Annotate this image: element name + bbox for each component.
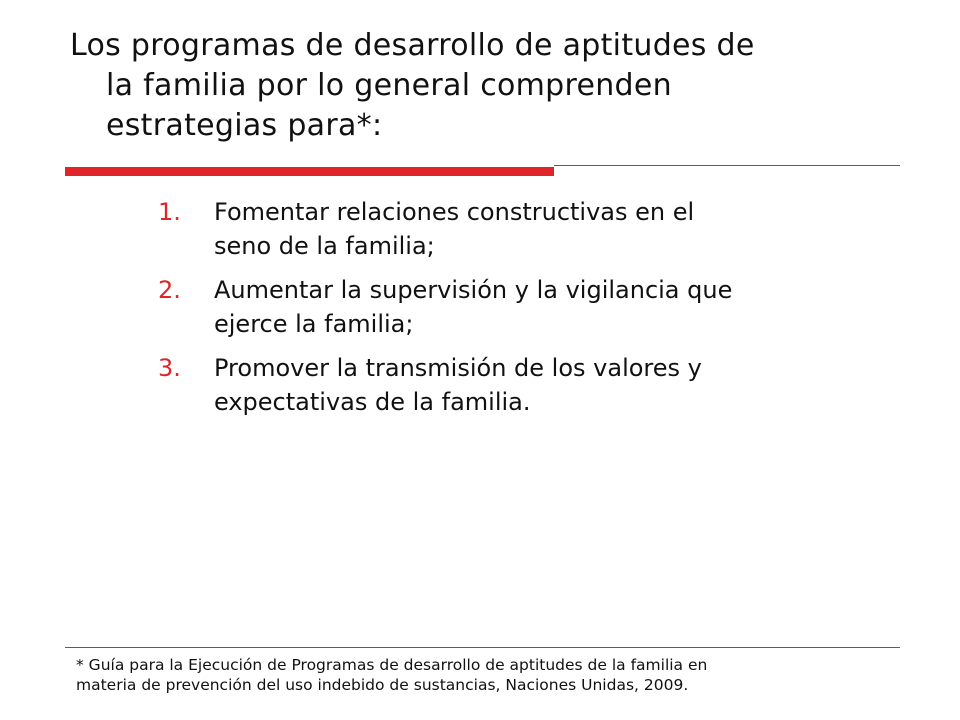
list-number: 1.: [158, 198, 181, 226]
strategy-list: [158, 195, 898, 429]
list-number: 3.: [158, 354, 181, 382]
list-item: [158, 195, 898, 263]
title-underline-thin: [554, 165, 900, 166]
list-number: 2.: [158, 276, 181, 304]
footnote-divider: [65, 647, 900, 648]
footnote-line: * Guía para la Ejecución de Programas de desarrollo de aptitudes de la familia en: [76, 656, 708, 674]
footnote-line: materia de prevención del uso indebido de sustancias, Naciones Unidas, 2009.: [76, 676, 689, 694]
list-text-line: expectativas de la familia.: [214, 388, 531, 416]
list-text-line: Fomentar relaciones constructivas en el: [214, 198, 695, 226]
list-text-line: Promover la transmisión de los valores y: [214, 354, 702, 382]
title-underline-thick: [65, 167, 554, 176]
title-line: estrategias para*:: [106, 108, 383, 143]
list-text: [214, 351, 898, 419]
list-text: [214, 195, 898, 263]
title-line: la familia por lo general comprenden: [106, 68, 672, 103]
title-line: Los programas de desarrollo de aptitudes de: [70, 28, 755, 63]
list-text-line: ejerce la familia;: [214, 310, 414, 338]
footnote: [76, 655, 876, 695]
list-item: [158, 351, 898, 419]
list-text-line: Aumentar la supervisión y la vigilancia que: [214, 276, 733, 304]
list-text: [214, 273, 898, 341]
list-text-line: seno de la familia;: [214, 232, 435, 260]
list-item: [158, 273, 898, 341]
slide-title: [70, 26, 910, 146]
